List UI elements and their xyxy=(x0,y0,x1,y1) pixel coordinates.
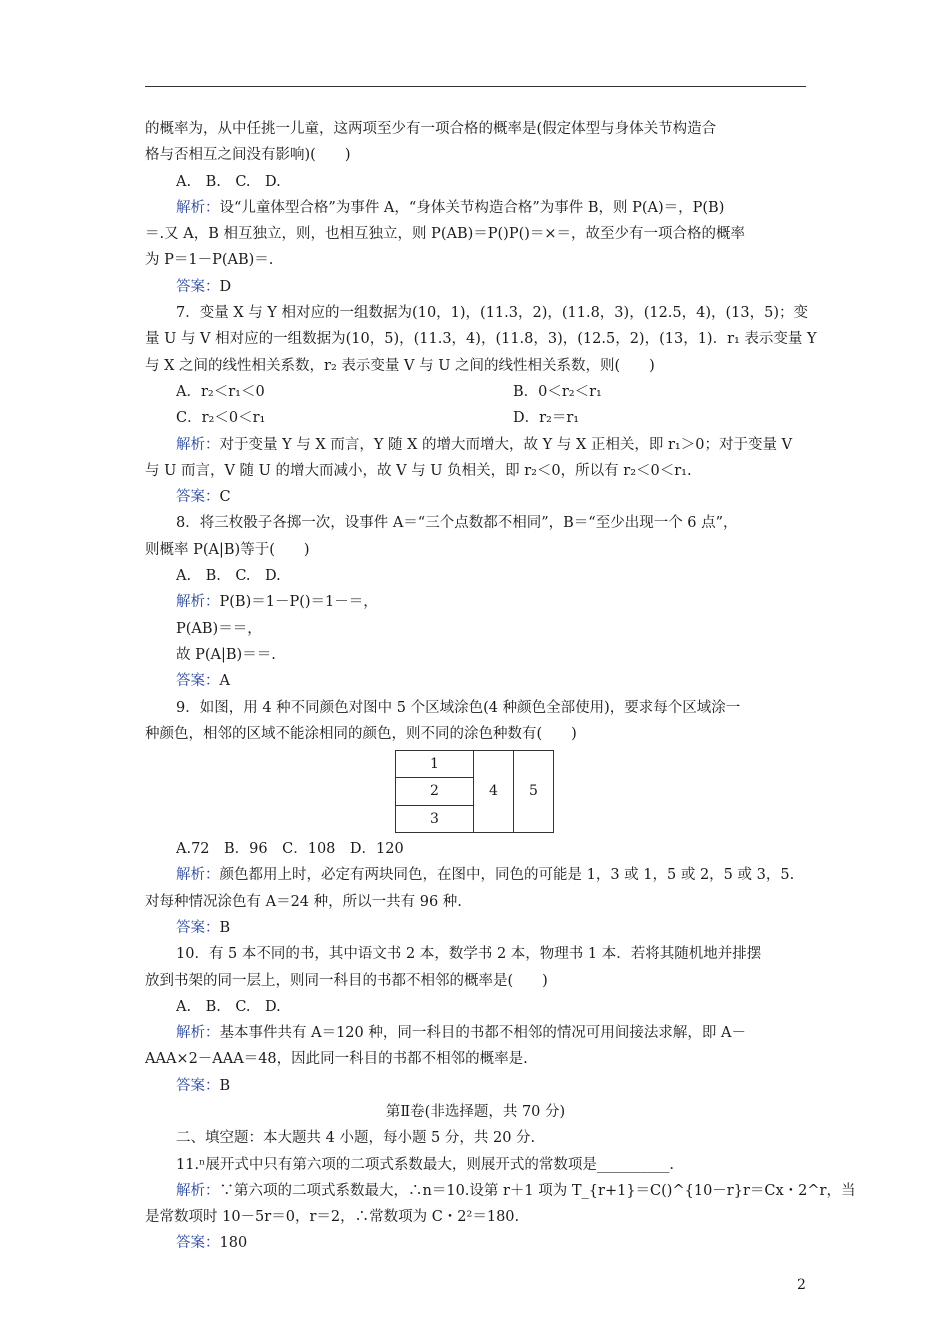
q6-analysis-line2: ＝.又 A，B 相互独立，则，也相互独立，则 P(AB)＝P()P()＝×＝，故至少有一项合格的概率 xyxy=(145,226,746,243)
q6-analysis-line1: 解析：设“儿童体型合格”为事件 A，“身体关节构造合格”为事件 B，则 P(A)＝，P(B) xyxy=(176,199,725,216)
q7-analysis-line1: 解析：对于变量 Y 与 X 而言，Y 随 X 的增大而增大，故 Y 与 X 正相关，即 r₁＞0；对于变量 V xyxy=(176,436,793,453)
q11-answer: 答案：180 xyxy=(176,1235,248,1252)
section-title: 第Ⅱ卷(非选择题，共 70 分) xyxy=(385,1103,566,1120)
q7-text-line3: 与 X 之间的线性相关系数，r₂ 表示变量 V 与 U 之间的线性相关系数，则( ) xyxy=(145,357,655,374)
answer-label: 答案： xyxy=(176,673,220,690)
q10-analysis-line2: AAA×2－AAA＝48，因此同一科目的书都不相邻的概率是. xyxy=(145,1051,528,1068)
q8-options: A. B. C. D. xyxy=(176,568,281,585)
q9-region-figure xyxy=(395,750,554,833)
q6-options: A. B. C. D. xyxy=(176,173,281,190)
q7-text-line2: 量 U 与 V 相对应的一组数据为(10，5)，(11.3，4)，(11.8，3)，(12.5，2)，(13，1)．r₁ 表示变量 Y xyxy=(145,331,817,348)
q9-analysis-line2: 对每种情况涂色有 A＝24 种，所以一共有 96 种. xyxy=(145,893,462,910)
region-5: 5 xyxy=(514,751,554,833)
answer-label: 答案： xyxy=(176,278,220,295)
q9-text-line2: 种颜色，相邻的区域不能涂相同的颜色，则不同的涂色种数有( ) xyxy=(145,725,577,742)
q8-answer: 答案：A xyxy=(176,673,230,690)
q10-answer: 答案：B xyxy=(176,1077,231,1094)
q8-text-line1: 8．将三枚骰子各掷一次，设事件 A＝“三个点数都不相同”，B＝“至少出现一个 6 点”， xyxy=(176,515,738,532)
q7-answer: 答案：C xyxy=(176,489,231,506)
q8-analysis-line1: 解析：P(B)＝1－P()＝1－＝， xyxy=(176,594,378,611)
analysis-label: 解析： xyxy=(176,594,220,611)
q8-analysis-line2: P(AB)＝＝， xyxy=(176,620,262,637)
q6-analysis-line3: 为 P＝1－P(AB)＝. xyxy=(145,252,274,269)
q7-options-row1 xyxy=(145,379,806,405)
analysis-label: 解析： xyxy=(176,436,220,453)
q10-text-line1: 10．有 5 本不同的书，其中语文书 2 本，数学书 2 本，物理书 1 本．若将其随机地并排摆 xyxy=(176,946,762,963)
q7-option-b: B．0＜r₂＜r₁ xyxy=(513,383,602,400)
analysis-label: 解析： xyxy=(176,1025,220,1042)
q6-text-line1: 的概率为，从中任挑一儿童，这两项至少有一项合格的概率是(假定体型与身体关节构造合 xyxy=(145,121,717,137)
q6-text-line2: 格与否相互之间没有影响)( ) xyxy=(145,147,351,164)
region-3: 3 xyxy=(396,805,474,832)
answer-label: 答案： xyxy=(176,919,220,936)
q7-text-line1: 7．变量 X 与 Y 相对应的一组数据为(10，1)，(11.3，2)，(11.8，3)，(12.5，4)，(13，5)；变 xyxy=(176,305,809,322)
answer-label: 答案： xyxy=(176,489,220,506)
region-2: 2 xyxy=(396,778,474,805)
page-content xyxy=(145,116,856,1257)
analysis-label: 解析： xyxy=(176,1182,220,1199)
page-number: 2 xyxy=(797,1277,806,1293)
answer-label: 答案： xyxy=(176,1235,220,1252)
answer-label: 答案： xyxy=(176,1077,220,1094)
q7-option-c: C．r₂＜0＜r₁ xyxy=(176,410,266,427)
q10-analysis-line1: 解析：基本事件共有 A＝120 种，同一科目的书都不相邻的情况可用间接法求解，即 A－ xyxy=(176,1025,746,1042)
q10-options: A. B. C. D. xyxy=(176,998,281,1015)
header-rule xyxy=(145,86,806,87)
analysis-label: 解析： xyxy=(176,867,220,884)
q7-analysis-line2: 与 U 而言，V 随 U 的增大而减小，故 V 与 U 负相关，即 r₂＜0，所以有 r₂＜0＜r₁. xyxy=(145,462,692,479)
q11-text-line1: 11.ⁿ展开式中只有第六项的二项式系数最大，则展开式的常数项是__________. xyxy=(176,1156,674,1173)
section-heading: 二、填空题：本大题共 4 小题，每小题 5 分，共 20 分. xyxy=(176,1130,536,1147)
q7-option-d: D．r₂＝r₁ xyxy=(513,410,580,427)
region-1: 1 xyxy=(396,751,474,778)
q9-options: A.72 B．96 C．108 D．120 xyxy=(176,841,404,858)
q10-text-line2: 放到书架的同一层上，则同一科目的书都不相邻的概率是( ) xyxy=(145,972,548,989)
q11-analysis-line1: 解析：∵第六项的二项式系数最大，∴n＝10.设第 r＋1 项为 T_{r+1}＝C()^{10－r}r＝Cx・2^r，当 xyxy=(176,1182,856,1199)
q7-option-a: A．r₂＜r₁＜0 xyxy=(176,383,265,400)
q11-analysis-line2: 是常数项时 10－5r＝0，r＝2，∴常数项为 C・2²＝180. xyxy=(145,1209,520,1226)
q9-analysis-line1: 解析：颜色都用上时，必定有两块同色，在图中，同色的可能是 1，3 或 1，5 或 2，5 或 3，5. xyxy=(176,867,795,884)
analysis-label: 解析： xyxy=(176,199,220,216)
q8-analysis-line3: 故 P(A|B)＝＝. xyxy=(176,646,276,663)
q9-text-line1: 9．如图，用 4 种不同颜色对图中 5 个区域涂色(4 种颜色全部使用)，要求每个区域涂一 xyxy=(176,699,741,716)
q9-answer: 答案：B xyxy=(176,919,231,936)
q7-options-row2 xyxy=(145,405,806,431)
region-4: 4 xyxy=(474,751,514,833)
q6-answer: 答案：D xyxy=(176,278,232,295)
q8-text-line2: 则概率 P(A|B)等于( ) xyxy=(145,541,310,558)
